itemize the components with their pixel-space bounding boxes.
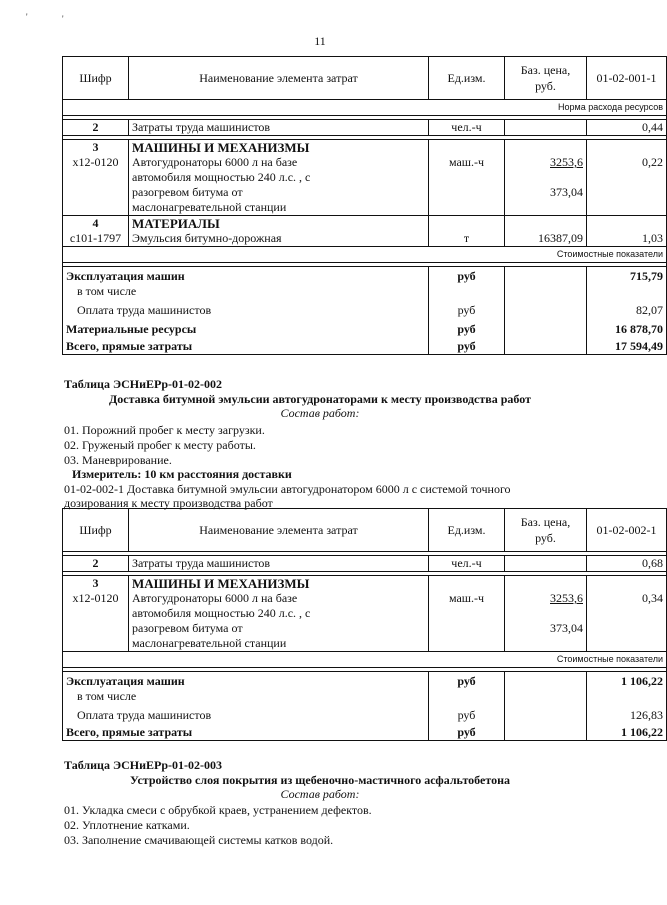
machine-unit: маш.-ч — [429, 155, 505, 216]
header-norm-code: 01-02-002-1 — [587, 509, 667, 552]
header-code: Шифр — [63, 57, 129, 100]
header-price: Баз. цена, руб. — [505, 57, 587, 100]
cost-row — [63, 299, 667, 318]
cost-label: в том числе — [63, 284, 429, 299]
cost-label: Оплата труда машинистов — [63, 704, 429, 723]
section-row-materials — [63, 216, 667, 232]
cost-value: 1 106,22 — [587, 672, 667, 690]
cost-unit: руб — [429, 672, 505, 690]
band-row — [63, 652, 667, 668]
cost-row — [63, 672, 667, 690]
cost-label: Всего, прямые затраты — [63, 337, 429, 355]
scan-mark: ' — [26, 12, 28, 22]
cost-row — [63, 723, 667, 741]
cost-row — [63, 284, 667, 299]
material-unit: т — [429, 231, 505, 247]
labor-num: 2 — [63, 556, 129, 572]
section-num: 3 — [63, 140, 129, 156]
band-resources: Норма расхода ресурсов — [63, 100, 667, 116]
work-step: 02. Уплотнение катками. — [64, 818, 190, 832]
cost-row — [63, 704, 667, 723]
work-step: 02. Груженый пробег к месту работы. — [64, 438, 256, 452]
resource-table-01-02-002 — [62, 508, 667, 741]
machine-value: 0,34 — [587, 591, 667, 652]
cost-row — [63, 267, 667, 285]
table-title: Таблица ЭСНиЕРр-01-02-002 — [64, 377, 223, 391]
machine-row — [63, 155, 667, 216]
table-header-row — [63, 57, 667, 100]
cost-value: 1 106,22 — [587, 723, 667, 741]
cost-row — [63, 318, 667, 337]
machine-name: Автогудронаторы 6000 л на базе автомобиля мощностью 240 л.с. , с разогревом битума от маслонагревательной станции — [129, 155, 429, 216]
cost-row — [63, 337, 667, 355]
cost-value: 82,07 — [587, 299, 667, 318]
cost-label: Всего, прямые затраты — [63, 723, 429, 741]
section-row-machines — [63, 576, 667, 592]
cost-label: в том числе — [63, 689, 429, 704]
work-step: 01. Порожний пробег к месту загрузки. — [64, 423, 265, 437]
cost-label: Оплата труда машинистов — [63, 299, 429, 318]
material-row — [63, 231, 667, 247]
cost-unit: руб — [429, 704, 505, 723]
cost-unit: руб — [429, 723, 505, 741]
machine-code: х12-0120 — [63, 591, 129, 652]
material-code: с101-1797 — [63, 231, 129, 247]
work-composition-label: Состав работ: — [280, 406, 360, 420]
labor-row — [63, 556, 667, 572]
work-step: 03. Заполнение смачивающей системы катков водой. — [64, 833, 334, 847]
section-title: МАТЕРИАЛЫ — [129, 216, 429, 232]
work-step: 01. Укладка смеси с обрубкой краев, устранением дефектов. — [64, 803, 372, 817]
cost-value: 715,79 — [587, 267, 667, 285]
header-norm-code: 01-02-001-1 — [587, 57, 667, 100]
material-value: 1,03 — [587, 231, 667, 247]
header-name: Наименование элемента затрат — [129, 509, 429, 552]
header-unit: Ед.изм. — [429, 57, 505, 100]
table-subtitle: Доставка битумной эмульсии автогудронаторами к месту производства работ — [109, 392, 531, 406]
cost-value: 17 594,49 — [587, 337, 667, 355]
band-row — [63, 247, 667, 263]
cost-row — [63, 689, 667, 704]
measure-unit: Измеритель: 10 км расстояния доставки — [72, 467, 292, 481]
norm-description: дозирования к месту производства работ — [64, 496, 273, 510]
band-costs: Стоимостные показатели — [63, 652, 667, 668]
header-code: Шифр — [63, 509, 129, 552]
labor-value: 0,44 — [587, 120, 667, 136]
cost-value: 126,83 — [587, 704, 667, 723]
section-title: МАШИНЫ И МЕХАНИЗМЫ — [129, 140, 429, 156]
section-num: 3 — [63, 576, 129, 592]
machine-unit: маш.-ч — [429, 591, 505, 652]
table-header-row — [63, 509, 667, 552]
cost-label: Эксплуатация машин — [63, 672, 429, 690]
band-row — [63, 100, 667, 116]
cost-unit: руб — [429, 318, 505, 337]
cost-label: Материальные ресурсы — [63, 318, 429, 337]
cost-label: Эксплуатация машин — [63, 267, 429, 285]
cost-unit: руб — [429, 299, 505, 318]
table-title: Таблица ЭСНиЕРр-01-02-003 — [64, 758, 223, 772]
machine-row — [63, 591, 667, 652]
section-row-machines — [63, 140, 667, 156]
material-name: Эмульсия битумно-дорожная — [129, 231, 429, 247]
machine-name: Автогудронаторы 6000 л на базе автомобиля мощностью 240 л.с. , с разогревом битума от маслонагревательной станции — [129, 591, 429, 652]
machine-code: х12-0120 — [63, 155, 129, 216]
header-unit: Ед.изм. — [429, 509, 505, 552]
resource-table-01-02-001 — [62, 56, 667, 355]
section-title: МАШИНЫ И МЕХАНИЗМЫ — [129, 576, 429, 592]
work-step: 03. Маневрирование. — [64, 453, 172, 467]
scan-mark: ' — [62, 14, 64, 24]
labor-name: Затраты труда машинистов — [129, 556, 429, 572]
page-number: 11 — [314, 34, 326, 48]
work-composition-label: Состав работ: — [280, 787, 360, 801]
section-num: 4 — [63, 216, 129, 232]
cost-unit: руб — [429, 337, 505, 355]
header-name: Наименование элемента затрат — [129, 57, 429, 100]
norm-description: 01-02-002-1 Доставка битумной эмульсии автогудронатором 6000 л с системой точного — [64, 482, 511, 496]
material-price: 16387,09 — [505, 231, 587, 247]
header-price: Баз. цена, руб. — [505, 509, 587, 552]
table-subtitle: Устройство слоя покрытия из щебеночно-мастичного асфальтобетона — [129, 773, 511, 787]
cost-unit: руб — [429, 267, 505, 285]
labor-num: 2 — [63, 120, 129, 136]
labor-unit: чел.-ч — [429, 120, 505, 136]
labor-unit: чел.-ч — [429, 556, 505, 572]
band-costs: Стоимостные показатели — [63, 247, 667, 263]
labor-value: 0,68 — [587, 556, 667, 572]
machine-price: 3253,6 373,04 — [505, 155, 587, 216]
machine-price: 3253,6 373,04 — [505, 591, 587, 652]
cost-value: 16 878,70 — [587, 318, 667, 337]
labor-name: Затраты труда машинистов — [129, 120, 429, 136]
labor-row — [63, 120, 667, 136]
machine-value: 0,22 — [587, 155, 667, 216]
